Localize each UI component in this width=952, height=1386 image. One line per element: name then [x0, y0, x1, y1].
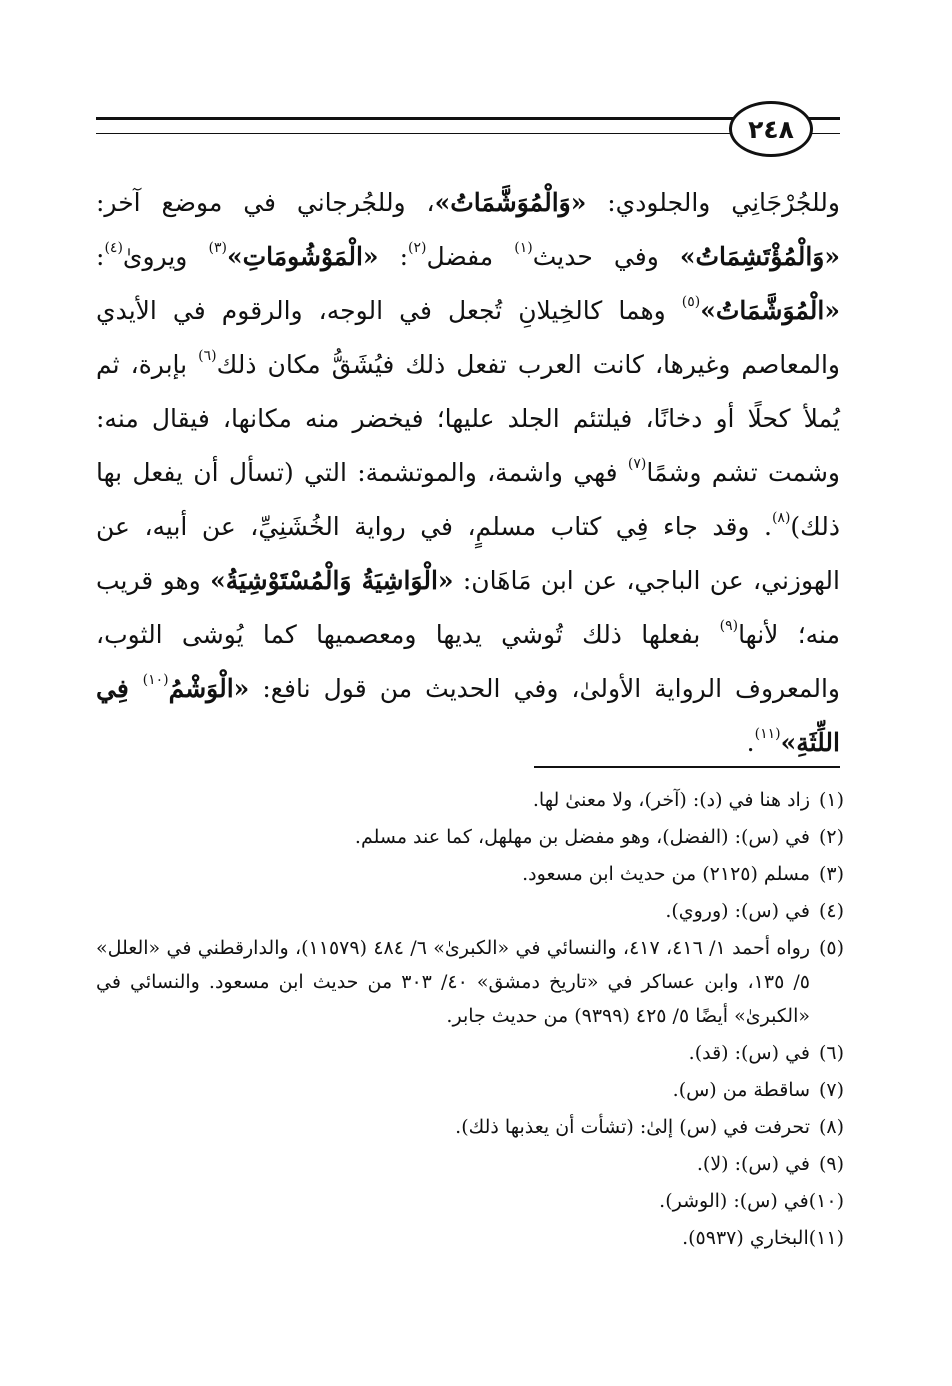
footnote-marker: (٥): [681, 294, 701, 310]
footnote-marker: (٣): [208, 240, 227, 256]
text-segment: فهي واشمة، والموتشمة: التي (تسأل أن يفعل بها ذلك): [96, 458, 840, 541]
text-segment: وفي حديث: [532, 242, 680, 271]
text-segment: وللجُرْجَانِي والجلودي:: [586, 188, 840, 217]
quoted-term: «الْوَاشِيَةُ وَالْمُسْتَوْشِيَةُ»: [210, 566, 454, 595]
footnote-5: [96, 931, 844, 1033]
footnote-text: تحرفت في (س) إلىٰ: (تشأت أن يعذبها ذلك).: [455, 1116, 810, 1138]
text-segment: بفعلها ذلك تُوشي يديها ومعصميها كما يُوشى الثوب، والمعروف الرواية الأولىٰ، وفي الحديث من قول نافع:: [96, 620, 840, 703]
footnote-marker: (٤): [104, 240, 123, 256]
footnote-1: [96, 783, 844, 817]
footnote-8: [96, 1110, 844, 1144]
text-segment: وهما كالخِيلانِ تُجعل في الوجه، والرقوم في الأيدي والمعاصم وغيرها، كانت العرب تفعل ذلك فيُشَقُّ مكان ذلك: [96, 296, 840, 379]
quoted-term: فِي اللِّثَةِ»: [96, 674, 840, 757]
footnote-marker: (٦): [198, 348, 217, 364]
footnote-text: مسلم (٢١٢٥) من حديث ابن مسعود.: [522, 863, 810, 885]
footnote-separator: [534, 766, 840, 768]
text-segment: بإبرة، ثم يُملأ كحلًا أو دخانًا، فيلتئم الجلد عليها؛ فيخضر منه مكانها، فيقال منه: وشمت تشم وشمًا: [96, 350, 841, 487]
main-paragraph: [96, 176, 840, 770]
footnote-11: [96, 1221, 844, 1255]
footnote-number: (٣): [818, 863, 844, 885]
footnote-6: [96, 1036, 844, 1070]
text-segment: مفضل: [426, 242, 515, 271]
footnote-3: [96, 857, 844, 891]
quoted-term: «الْوَشْمُ: [168, 674, 250, 703]
footnote-number: (٤): [818, 900, 844, 922]
text-segment: ، وللجُرجاني في موضع آخر:: [96, 188, 435, 217]
footnote-number: (٧): [818, 1079, 844, 1101]
footnote-9: [96, 1147, 844, 1181]
footnote-text: في (س): (قد).: [688, 1042, 810, 1064]
page-number: ٢٤٨: [729, 101, 813, 157]
footnote-text: في (س): (لا).: [696, 1153, 810, 1175]
header-rule-thick: [96, 117, 840, 120]
text-segment: .: [746, 728, 755, 757]
footnote-number: (١): [818, 789, 844, 811]
text-segment: :: [96, 242, 105, 271]
footnote-number: (٩): [818, 1153, 844, 1175]
footnote-number: (٥): [818, 937, 844, 959]
header-rule-thin: [96, 133, 840, 134]
footnote-text: زاد هنا في (د): (آخر)، ولا معنىٰ لها.: [532, 789, 810, 811]
footnotes-list: [96, 783, 844, 1258]
footnote-number: (٨): [818, 1116, 844, 1138]
quoted-term: «وَالْمُوَشَّمَاتُ»: [434, 188, 587, 217]
footnote-marker: (١٠): [142, 672, 169, 688]
footnote-marker: (٨): [771, 510, 791, 526]
text-segment: ويروىٰ: [122, 242, 209, 271]
footnote-marker: (٩): [719, 618, 739, 634]
footnote-number: (٦): [818, 1042, 844, 1064]
text-segment: :: [378, 242, 409, 271]
footnote-4: [96, 894, 844, 928]
quoted-term: «الْمُوَشَّمَاتُ»: [700, 296, 840, 325]
footnote-text: في (س): (وروي).: [665, 900, 810, 922]
footnote-text: رواه أحمد ١/ ٤١٦، ٤١٧، والنسائي في «الكبرىٰ» ٦/ ٤٨٤ (١١٥٧٩)، والدارقطني في «العلل» ٥/ ١٣٥، وابن عساكر في «تاريخ دمشق» ٤٠/ ٣٠٣ من حديث ابن مسعود. والنسائي في «الكبرىٰ» أيضًا ٥/ ٤٢٥ (٩٣٩٩) من حديث جابر.: [96, 937, 810, 1027]
footnote-text: البخاري (٥٩٣٧).: [682, 1227, 809, 1249]
footnote-text: في (س): (الفضل)، وهو مفضل بن مهلهل، كما عند مسلم.: [354, 826, 810, 848]
footnote-text: ساقطة من (س).: [672, 1079, 810, 1101]
quoted-term: «وَالْمُؤْتَشِمَاتُ»: [679, 242, 840, 271]
footnote-10: [96, 1184, 844, 1218]
footnote-number: (١٠): [808, 1190, 844, 1212]
quoted-term: «الْمَوْشُومَاتِ»: [226, 242, 379, 271]
text-segment: وهو قريب منه؛ لأنها: [96, 566, 840, 649]
footnote-number: (١١): [808, 1227, 844, 1249]
footnote-text: في (س): (الوشر).: [659, 1190, 809, 1212]
footnote-marker: (٧): [627, 456, 647, 472]
footnote-marker: (٢): [408, 240, 427, 256]
footnote-7: [96, 1073, 844, 1107]
footnote-marker: (١): [514, 240, 533, 256]
footnote-2: [96, 820, 844, 854]
footnote-marker: (١١): [754, 726, 781, 742]
footnote-number: (٢): [818, 826, 844, 848]
text-segment: . وقد جاء فِي كتاب مسلمٍ، في رواية الخُشَنِيِّ، عن أبيه، عن الهوزني، عن الباجي، عن ابن مَاهَان:: [96, 512, 840, 595]
